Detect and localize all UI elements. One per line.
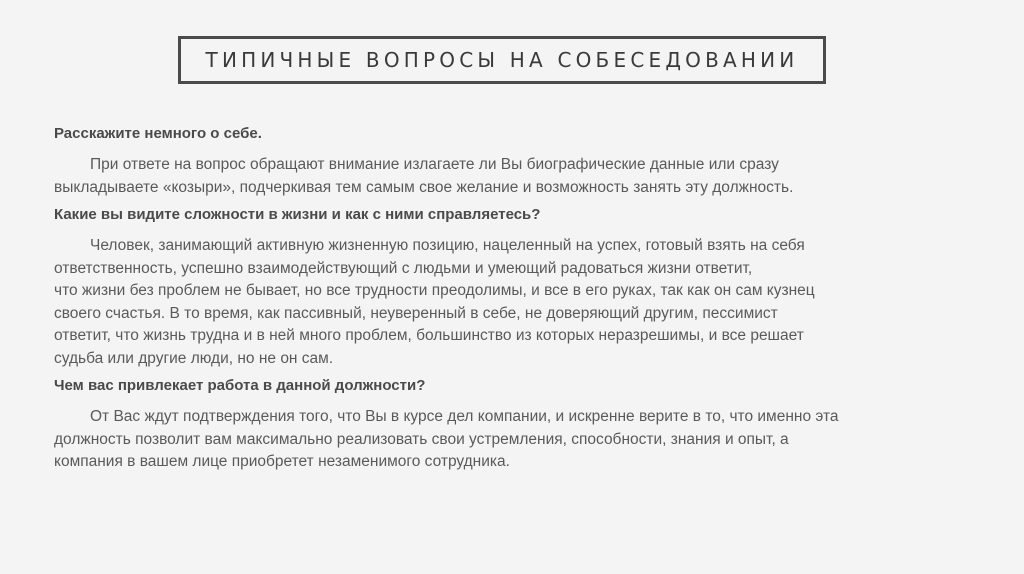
answer-1 [54,154,974,199]
question-2: Какие вы видите сложности в жизни и как с ними справляетесь? [54,206,541,223]
answer-2-line: ответит, что жизнь трудна и в ней много проблем, большинство из которых неразрешимы, и все решает [54,327,804,344]
question-1: Расскажите немного о себе. [54,125,262,142]
title-frame [178,36,826,84]
answer-2-line: судьба или другие люди, но не он сам. [54,349,334,367]
answer-2-line: что жизни без проблем не бывает, но все трудности преодолимы, и все в его руках, так как он сам кузнец [54,282,815,299]
answer-1-line: выкладываете «козыри», подчеркивая тем самым свое желание и возможность занять эту должность. [54,178,794,196]
slide-body [54,123,974,474]
answer-3 [54,406,974,474]
answer-2-line: своего счастья. В то время, как пассивный, неуверенный в себе, не доверяющий другим, пессимист [54,304,778,322]
answer-3-line: компания в вашем лице приобретет незаменимого сотрудника. [54,453,510,470]
answer-3-line: От Вас ждут подтверждения того, что Вы в курсе дел компании, и искренне верите в то, что именно эта [90,408,839,425]
answer-2-line: Человек, занимающий активную жизненную позицию, нацеленный на успех, готовый взять на себя [90,237,805,254]
slide-title: ТИПИЧНЫЕ ВОПРОСЫ НА СОБЕСЕДОВАНИИ [205,48,799,72]
answer-1-line: При ответе на вопрос обращают внимание излагаете ли Вы биографические данные или сразу [90,156,779,173]
answer-3-line: должность позволит вам максимально реализовать свои устремления, способности, знания и опыт, а [54,430,789,448]
question-3: Чем вас привлекает работа в данной должности? [54,377,426,394]
answer-2 [54,235,974,370]
answer-2-line: ответственность, успешно взаимодействующий с людьми и умеющий радоваться жизни ответит, [54,259,753,277]
